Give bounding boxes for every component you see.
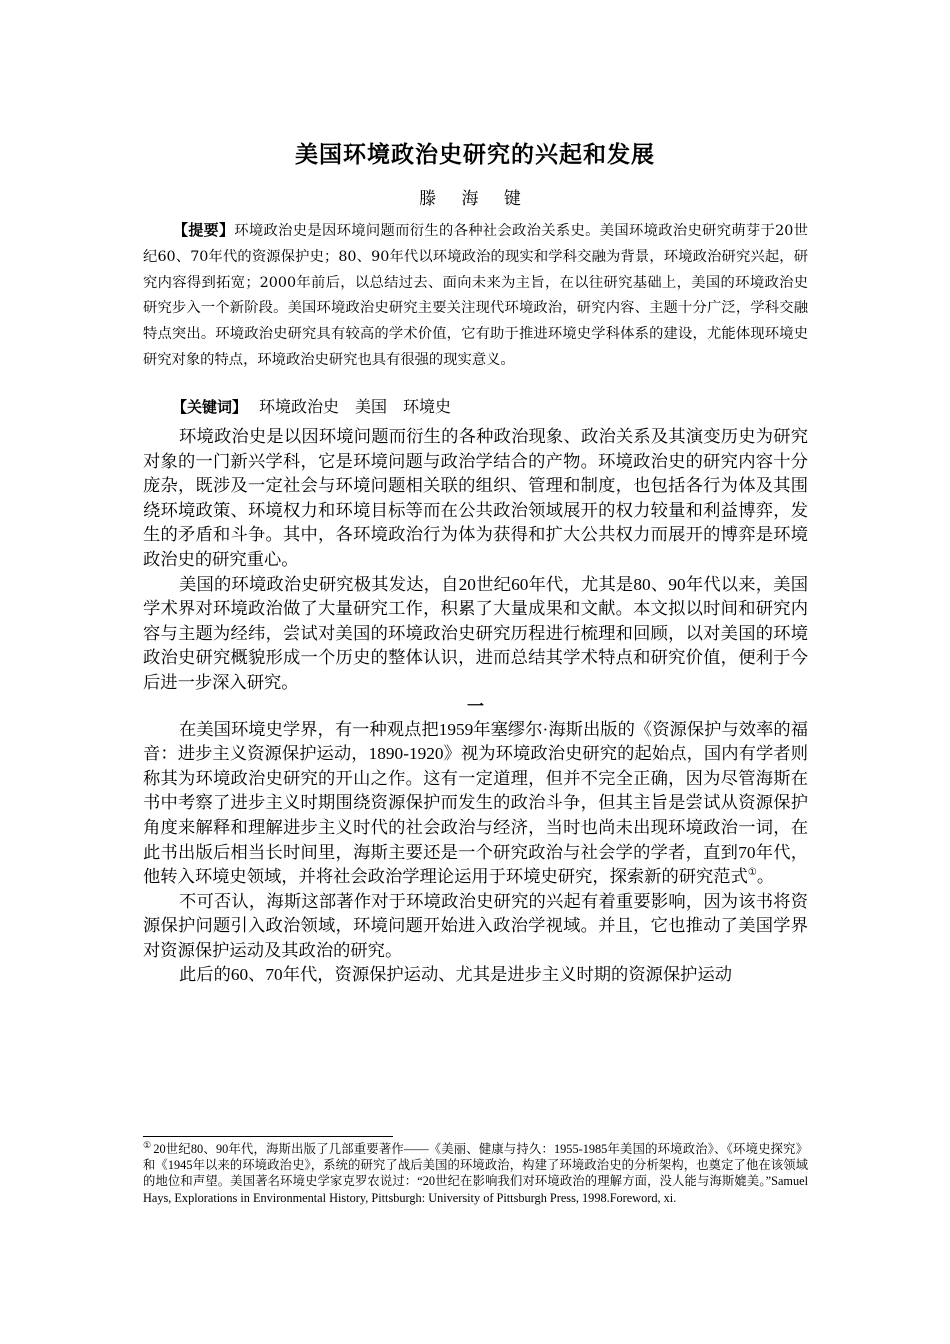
paragraph: [143, 718, 808, 890]
paragraph: 美国的环境政治史研究极其发达，自20世纪60年代，尤其是80、90年代以来，美国学术界对环境政治做了大量研究工作，积累了大量成果和文献。本文拟以时间和研究内容与主题为经纬，尝试对美国的环境政治史研究历程进行梳理和回顾，以对美国的环境政治史研究概貌形成一个历史的整体认识，进而总结其学术特点和研究价值，便利于今后进一步深入研究。: [143, 574, 808, 692]
keyword-item: 环境政治史: [259, 397, 340, 416]
footnote: [143, 1141, 808, 1206]
section-heading: 一: [467, 696, 484, 717]
abstract-label: 【提要】: [173, 221, 235, 239]
article-title: 美国环境政治史研究的兴起和发展: [295, 142, 655, 168]
paragraph-text: 在美国环境史学界，有一种观点把1959年塞缪尔·海斯出版的《资源保护与效率的福音：进步主义资源保护运动，1890-1920》视为环境政治史研究的起始点，国内有学者则称其为环境政治史研究的开山之作。这有一定道理，但并不完全正确，因为尽管海斯在书中考察了进步主义时期围绕资源保护而发生的政治斗争，但其主旨是尝试从资源保护角度来解释和理解进步主义时代的社会政治与经济，当时也尚未出现环境政治一词，在此书出版后相当长时间里，海斯主要还是一个研究政治与社会学的学者，直到70年代，他转入环境史领域，并将社会政治学理论运用于环境史研究，探索新的研究范式: [143, 719, 808, 887]
abstract: [143, 218, 808, 374]
abstract-text: 环境政治史是因环境问题而衍生的各种社会政治关系史。美国环境政治史研究萌芽于20世纪60、70年代的资源保护史；80、90年代以环境政治的现实和学科交融为背景，环境政治研究兴起，研究内容得到拓宽；2000年前后，以总结过去、面向未来为主旨，在以往研究基础上，美国的环境政治史研究步入一个新阶段。美国环境政治史研究主要关注现代环境政治，研究内容、主题十分广泛，学科交融特点突出。环境政治史研究具有较高的学术价值，它有助于推进环境史学科体系的建设，尤能体现环境史研究对象的特点，环境政治史研究也具有很强的现实意义。: [143, 223, 808, 368]
article-author: 滕 海 键: [419, 189, 531, 209]
footnote-mark: ①: [143, 1139, 152, 1150]
keyword-item: 美国: [355, 397, 388, 416]
keywords-label: 【关键词】: [172, 398, 248, 416]
footnote-text: 20世纪80、90年代，海斯出版了几部重要著作——《美丽、健康与持久：1955-1985年美国的环境政治》、《环境史探究》和《1945年以来的环境政治史》，系统的研究了战后美国的环境政治，构建了环境政治史的分析架构，也奠定了他在该领域的地位和声望。美国著名环境史学家克罗农说过：“20世纪在影响我们对环境政治的理解方面，没人能与海斯媲美。”Samuel Hays, Explorations in Environmental History, Pittsburgh: University of Pittsburgh Press, 1998.Foreword, xi.: [143, 1142, 808, 1205]
footnote-separator: [143, 1136, 393, 1137]
footnote-reference[interactable]: ①: [747, 867, 757, 879]
keywords: [172, 394, 812, 420]
body-text: [143, 425, 808, 988]
paragraph: 此后的60、70年代，资源保护运动、尤其是进步主义时期的资源保护运动: [179, 965, 733, 985]
paragraph: 环境政治史是以因环境问题而衍生的各种政治现象、政治关系及其演变历史为研究对象的一门新兴学科，它是环境问题与政治学结合的产物。环境政治史的研究内容十分庞杂，既涉及一定社会与环境问题相关联的组织、管理和制度，也包括各行为体及其围绕环境政策、环境权力和环境目标等而在公共政治领域展开的权力较量和利益博弈，发生的矛盾和斗争。其中，各环境政治行为体为获得和扩大公共权力而展开的博弈是环境政治史的研究重心。: [143, 427, 808, 569]
paragraph-text-end: 。: [756, 867, 775, 887]
keyword-item: 环境史: [403, 397, 452, 416]
paragraph: 不可否认，海斯这部著作对于环境政治史研究的兴起有着重要影响，因为该书将资源保护问题引入政治领域，环境问题开始进入政治学视域。并且，它也推动了美国学界对资源保护运动及其政治的研究。: [143, 891, 808, 960]
